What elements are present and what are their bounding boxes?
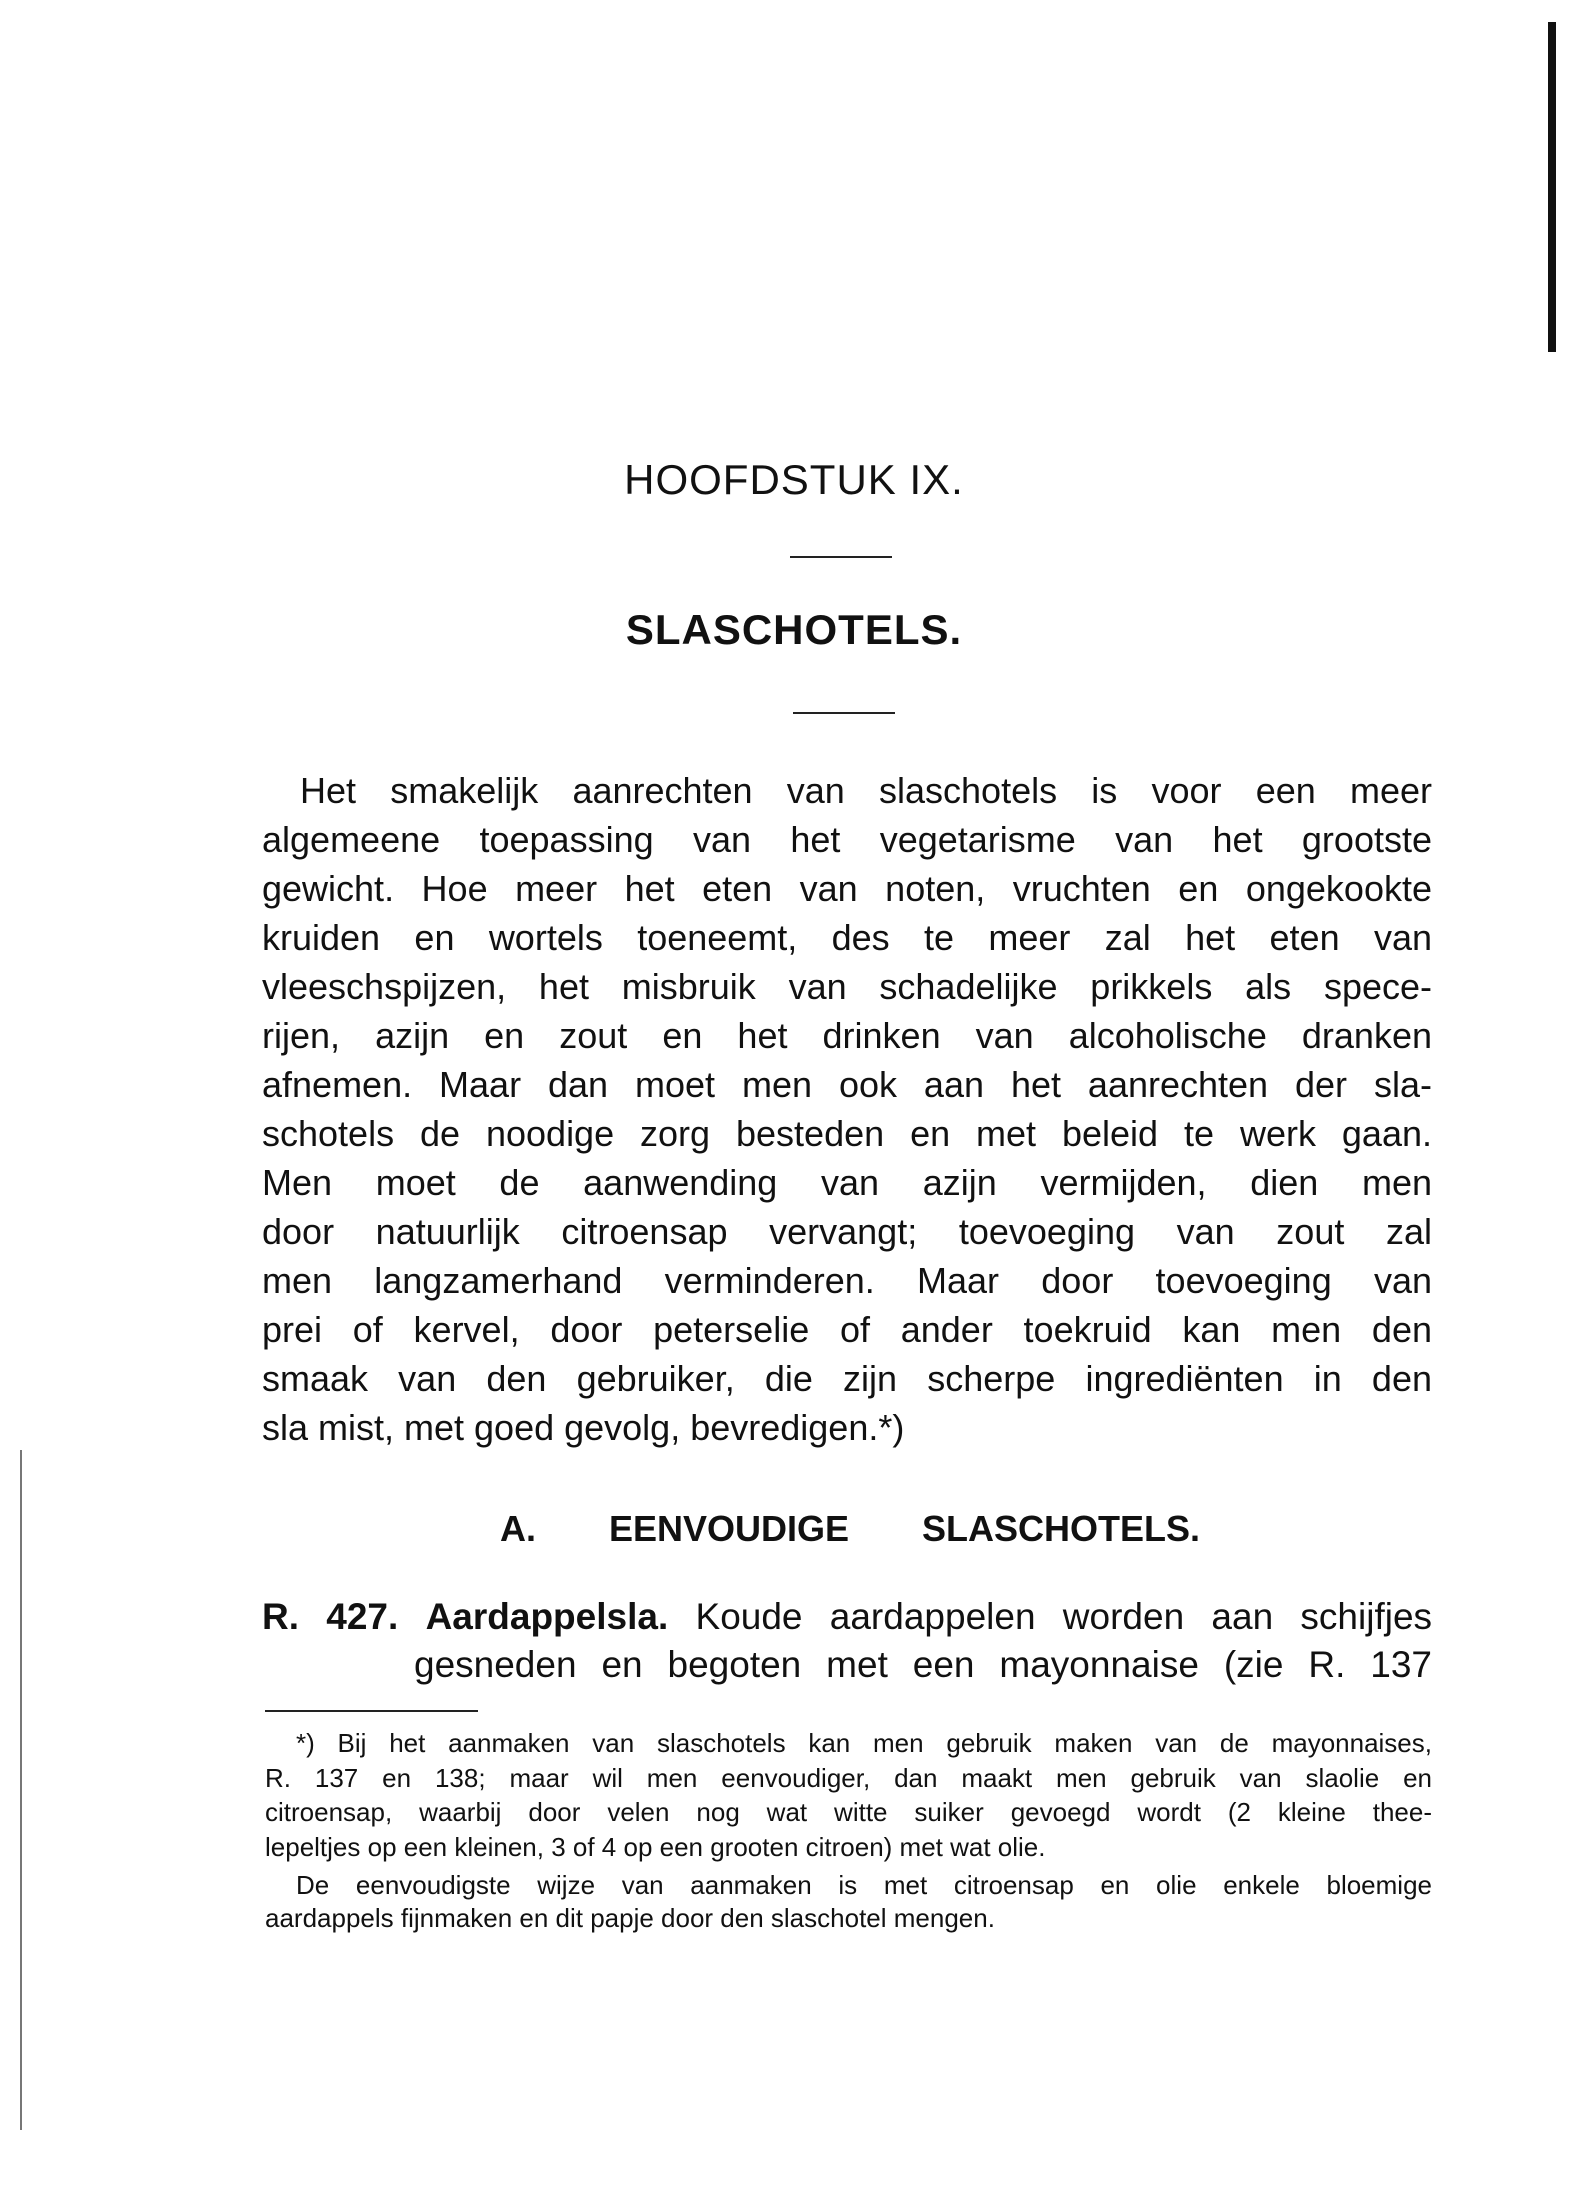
- text-line: Men moet de aanwending van azijn vermijden, dien men: [262, 1162, 1432, 1203]
- footnote-line: De eenvoudigste wijze van aanmaken is met citroensap en olie enkele bloemige: [296, 1870, 1432, 1900]
- recipe-text: gesneden en begoten met een mayonnaise (zie R. 137: [414, 1644, 1432, 1685]
- text-line: afnemen. Maar dan moet men ook aan het aanrechten der sla-: [262, 1064, 1432, 1105]
- scan-edge-right: [1548, 22, 1556, 352]
- text-line: vleeschspijzen, het misbruik van schadelijke prikkels als spece-: [262, 966, 1432, 1007]
- text-line: prei of kervel, door peterselie of ander toekruid kan men den: [262, 1309, 1432, 1350]
- text-line: door natuurlijk citroensap vervangt; toevoeging van zout zal: [262, 1211, 1432, 1252]
- text-line: smaak van den gebruiker, die zijn scherpe ingrediënten in den: [262, 1358, 1432, 1399]
- text-line: schotels de noodige zorg besteden en met beleid te werk gaan.: [262, 1113, 1432, 1154]
- footnote-line: *) Bij het aanmaken van slaschotels kan men gebruik maken van de mayonnaises,: [296, 1728, 1432, 1758]
- section-heading: A. EENVOUDIGE SLASCHOTELS.: [500, 1508, 1200, 1549]
- chapter-title: SLASCHOTELS.: [625, 606, 963, 653]
- text-line: algemeene toepassing van het vegetarisme van het grootste: [262, 819, 1432, 860]
- recipe-text: Koude aardappelen worden aan schijfjes: [695, 1596, 1433, 1637]
- footnote-line: lepeltjes op een kleinen, 3 of 4 op een grooten citroen) met wat olie.: [265, 1832, 1046, 1862]
- recipe-name: Aardappelsla.: [425, 1596, 669, 1637]
- footnote-line: R. 137 en 138; maar wil men eenvoudiger, dan maakt men gebruik van slaolie en: [265, 1763, 1432, 1793]
- text-line: kruiden en wortels toeneemt, des te meer zal het eten van: [262, 917, 1432, 958]
- text-line: men langzamerhand verminderen. Maar door toevoeging van: [262, 1260, 1432, 1301]
- recipe-number: R. 427.: [262, 1596, 399, 1637]
- scan-edge-left: [20, 1450, 22, 2130]
- text-line: Het smakelijk aanrechten van slaschotels is voor een meer: [300, 770, 1432, 811]
- text-line: sla mist, met goed gevolg, bevredigen.*): [262, 1407, 905, 1448]
- text-line: gewicht. Hoe meer het eten van noten, vruchten en ongekookte: [262, 868, 1432, 909]
- footnote-line: citroensap, waarbij door velen nog wat witte suiker gevoegd wordt (2 kleine thee-: [265, 1797, 1432, 1827]
- footnote-line: aardappels fijnmaken en dit papje door den slaschotel mengen.: [265, 1903, 995, 1933]
- text-line: rijen, azijn en zout en het drinken van alcoholische dranken: [262, 1015, 1432, 1056]
- divider-rule: [790, 556, 892, 558]
- footnote-rule: [265, 1710, 478, 1712]
- chapter-heading: HOOFDSTUK IX.: [624, 456, 964, 503]
- recipe-first-line: [262, 1596, 1432, 1638]
- divider-rule: [793, 712, 895, 714]
